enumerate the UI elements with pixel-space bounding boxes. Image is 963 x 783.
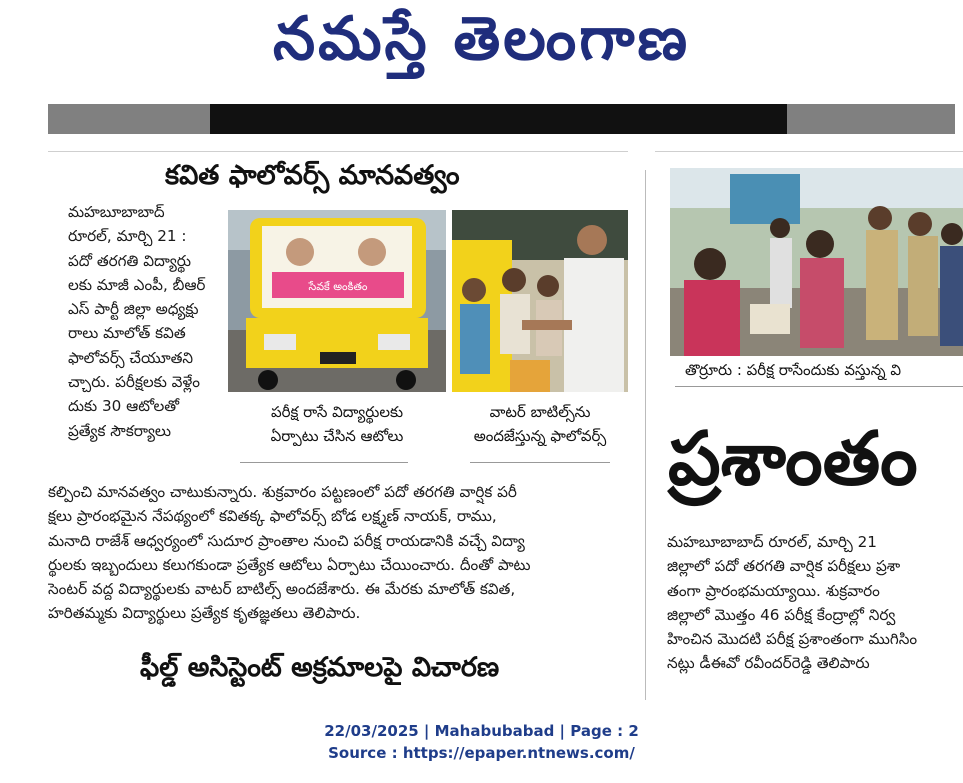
footer-source-link[interactable]: Source : https://epaper.ntnews.com/ <box>328 744 635 762</box>
body-line: ఎస్ పార్టీ జిల్లా అధ్యక్షు <box>68 300 199 319</box>
caption-rule <box>470 462 610 463</box>
people-illustration <box>452 210 628 392</box>
body-line: ప్రత్యేక సౌకర్యాలు <box>68 421 171 440</box>
body-line: జిల్లాలో మొత్తం 46 పరీక్ష కేంద్రాల్లో నిర్వ <box>667 605 896 624</box>
students-illustration <box>670 168 963 356</box>
body-line: కల్పించి మానవత్వం చాటుకున్నారు. శుక్రవారం పట్టణంలో పదో తరగతి వార్షిక పరీ <box>48 483 517 501</box>
article-headline-right: ప్రశాంతం <box>668 416 918 502</box>
page-footer <box>0 720 963 764</box>
body-line: నట్లు డీఈవో రవీందర్‌రెడ్డి తెలిపారు <box>667 654 870 673</box>
body-line: ర్థులకు ఇబ్బందులు కలుగకుండా ప్రత్యేక ఆటోలు ఏర్పాటు చేయించారు. దీంతో పాటు <box>48 555 531 574</box>
auto-rickshaw-illustration <box>228 210 446 392</box>
body-line: రాలు మాలోత్ కవిత <box>68 324 186 343</box>
caption-rule <box>675 386 963 387</box>
body-line: హించిన మొదటి పరీక్ష ప్రశాంతంగా ముగిసిం <box>667 630 918 649</box>
body-line: రూరల్, మార్చి 21 : <box>68 227 187 246</box>
newspaper-logo: నమస్తే తెలంగాణ <box>272 4 691 74</box>
divider <box>48 151 628 152</box>
article-headline: కవిత ఫాలోవర్స్ మానవత్వం <box>165 160 460 191</box>
article-headline-2: ఫీల్డ్ అసిస్టెంట్ అక్రమాలపై విచారణ <box>140 652 500 683</box>
body-line: హరితమ్మకు విద్యార్థులు ప్రత్యేక కృతజ్ఞతలు తెలిపారు. <box>48 604 361 623</box>
photo-water-bottles <box>452 210 628 392</box>
photo-autos <box>228 210 446 392</box>
article-body-narrow <box>68 200 218 443</box>
body-line: జిల్లాలో పదో తరగతి వార్షిక పరీక్షలు ప్రశా <box>667 557 901 576</box>
body-line: మనాది రాజేశ్ ఆధ్వర్యంలో సుదూర ప్రాంతాల నుంచి పరీక్ష రాయడానికి వచ్చే విద్యా <box>48 531 525 550</box>
caption-rule <box>240 462 408 463</box>
footer-date-line: 22/03/2025 | Mahabubabad | Page : 2 <box>324 722 639 740</box>
body-line: దుకు 30 ఆటోలతో <box>68 397 180 416</box>
body-line: మహబూబాబాద్ రూరల్, మార్చి 21 <box>667 533 877 551</box>
column-rule <box>645 170 646 700</box>
masthead <box>0 0 963 100</box>
caption-line: వాటర్ బాటిల్స్‌ను <box>489 403 591 421</box>
photo-students-exam <box>670 168 963 356</box>
body-line: ఫాలోవర్స్ చేయూతని <box>68 348 194 367</box>
photo-caption: తొర్రూరు : పరీక్ష రాసేందుకు వస్తున్న వి <box>685 361 902 379</box>
body-line: లకు మాజీ ఎంపీ, బీఆర్ <box>68 275 206 294</box>
photo-banner-text: సేవకే అంకితం <box>308 280 368 293</box>
body-line: తంగా ప్రారంభమయ్యాయి. శుక్రవారం <box>667 581 880 600</box>
caption-line: ఏర్పాటు చేసిన ఆటోలు <box>270 427 404 445</box>
article-body-right <box>667 530 963 676</box>
masthead-band-center <box>210 104 787 134</box>
body-line: సెంటర్ వద్ద విద్యార్థులకు వాటర్ బాటిల్స్ అందజేశారు. ఈ మేరకు మాలోత్ కవిత, <box>48 580 516 599</box>
photo-caption <box>228 400 446 448</box>
body-line: పదో తరగతి విద్యార్థు <box>68 251 192 270</box>
body-line: క్షలు ప్రారంభమైన నేపథ్యంలో కవితక్క ఫాలోవర్స్ బోడ లక్ష్మణ్ నాయక్, రాము, <box>48 507 497 526</box>
divider <box>655 151 963 152</box>
caption-line: అందజేస్తున్న ఫాలోవర్స్ <box>473 427 607 445</box>
caption-line: పరీక్ష రాసే విద్యార్థులకు <box>270 403 404 421</box>
body-line: మహబూబాబాద్ <box>68 203 165 221</box>
photo-caption <box>452 400 628 448</box>
body-line: చ్చారు. పరీక్షలకు వెళ్లేం <box>68 373 200 392</box>
article-body-wide <box>48 480 638 626</box>
